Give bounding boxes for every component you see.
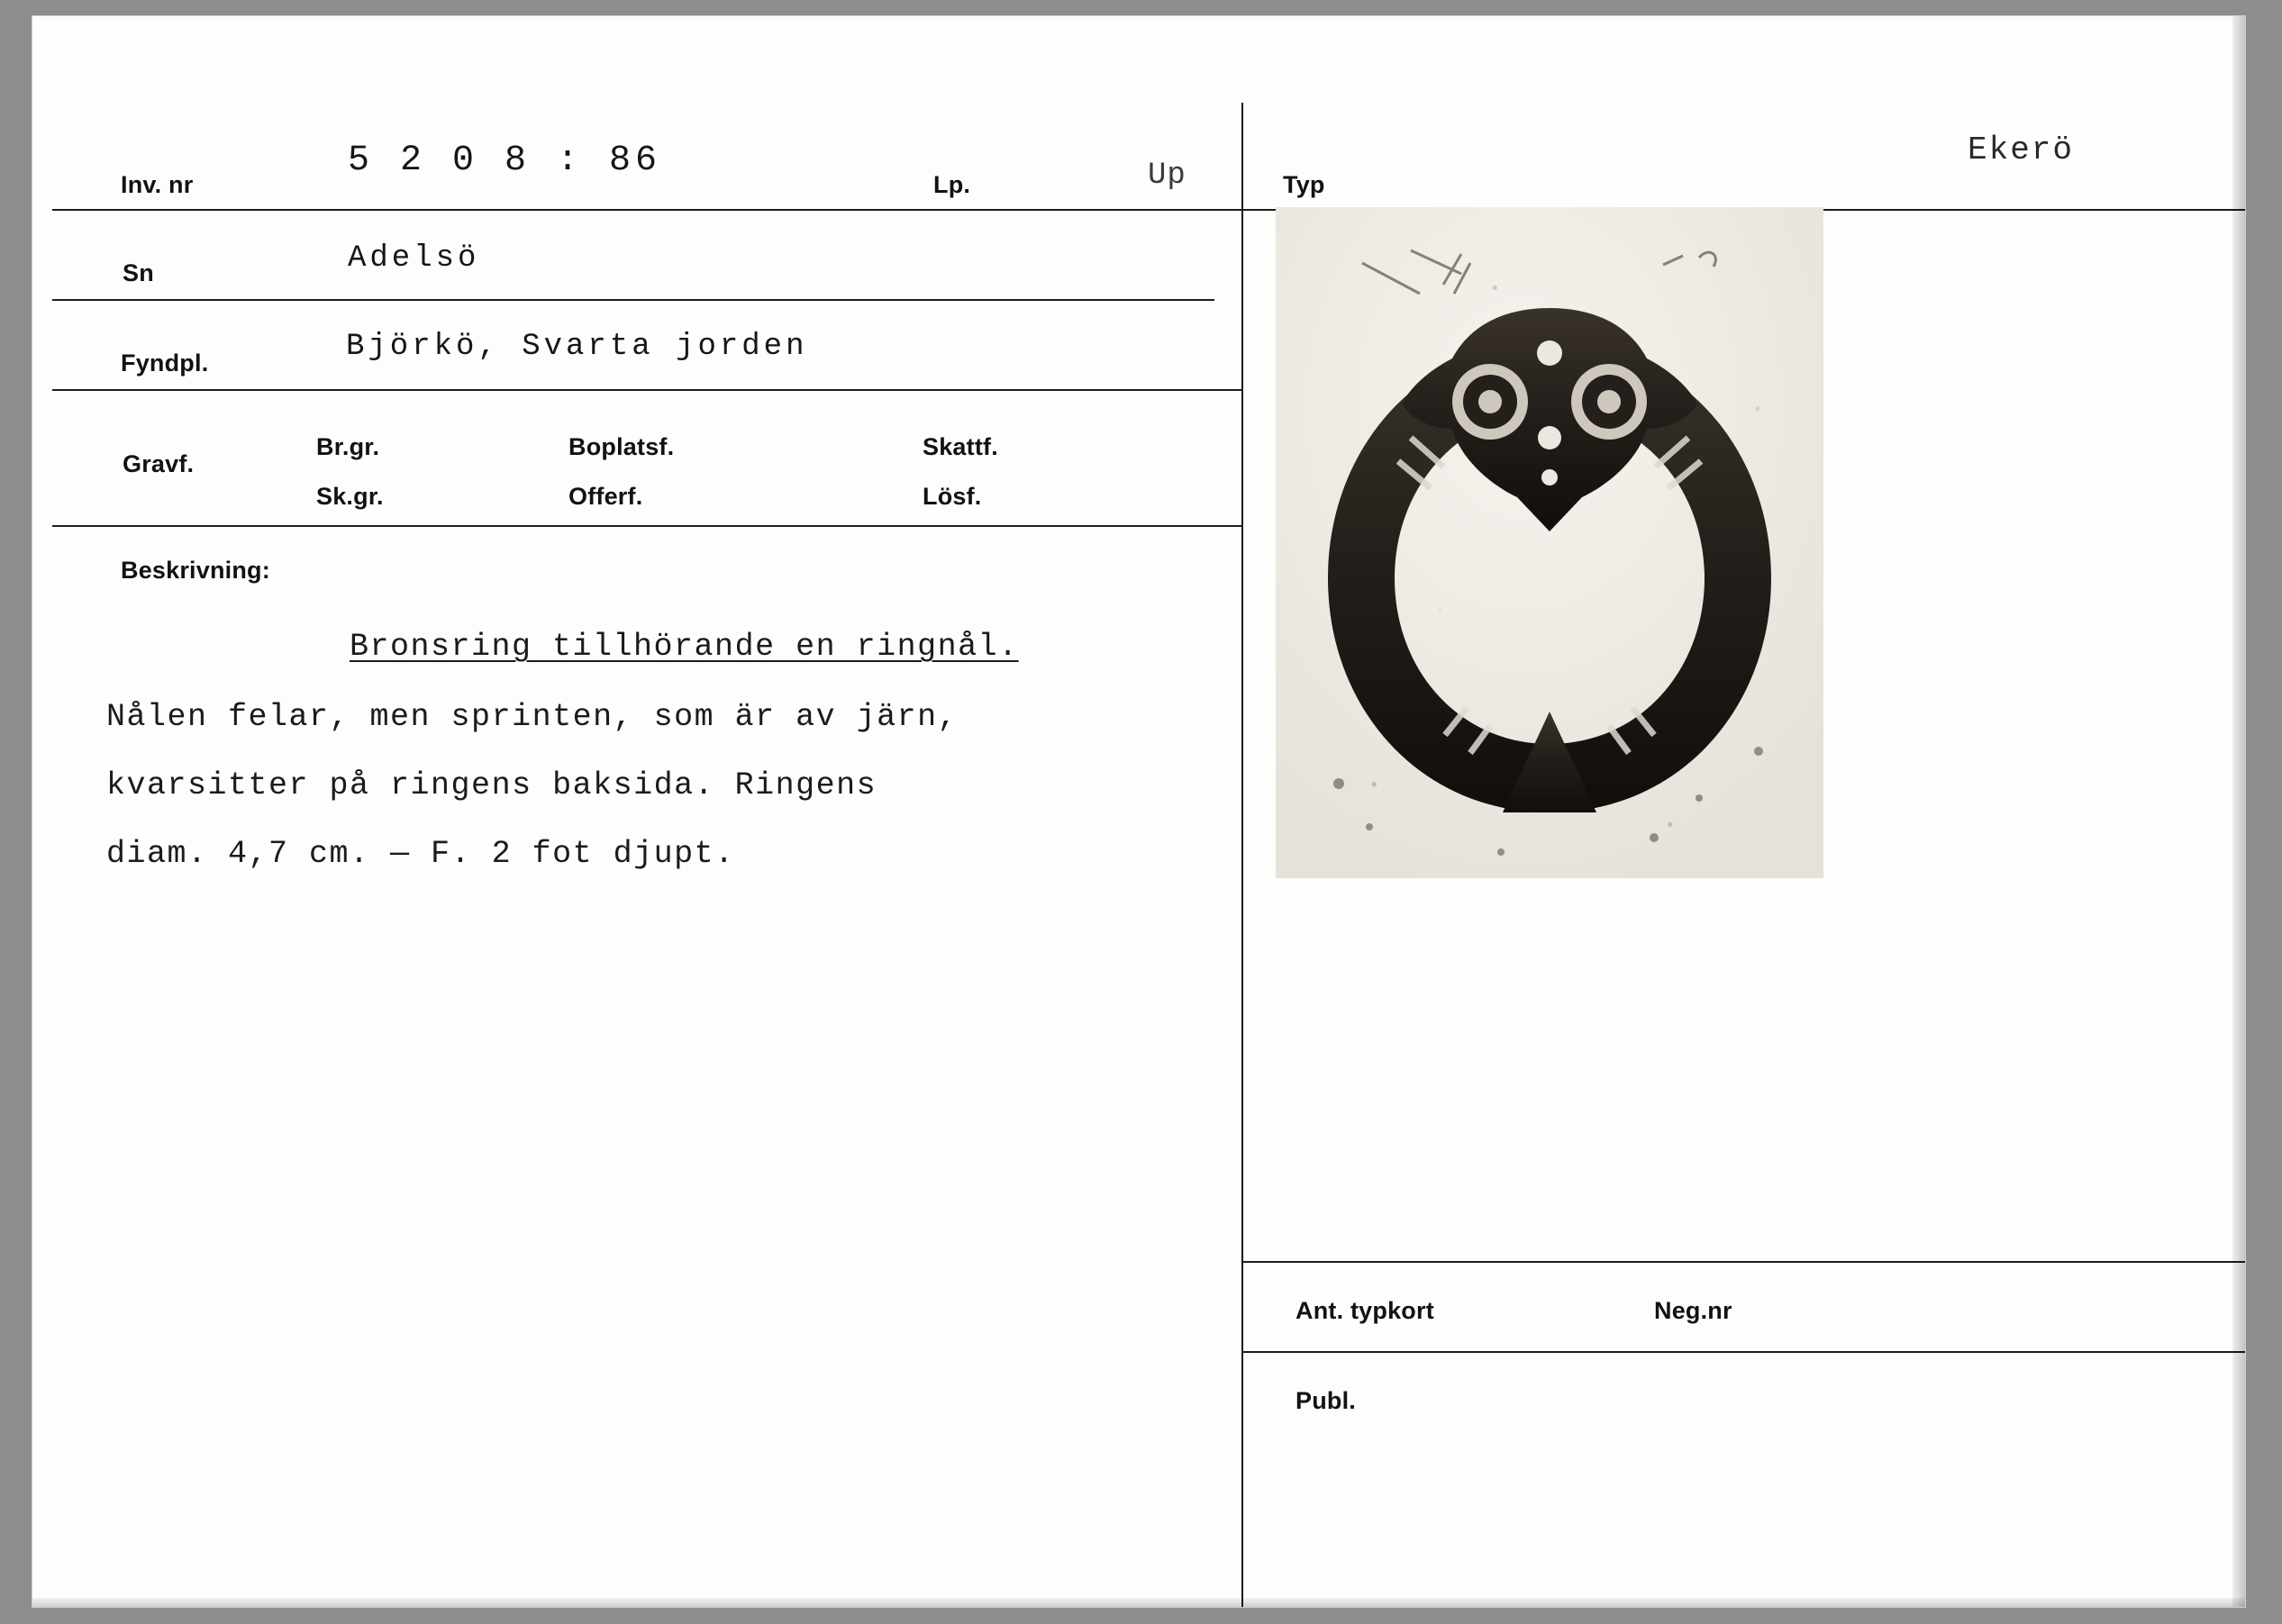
rule-under-gravf	[52, 525, 1241, 527]
label-ant-typkort: Ant. typkort	[1296, 1297, 1434, 1324]
label-fyndpl: Fyndpl.	[121, 349, 209, 377]
description-line-4: diam. 4,7 cm. — F. 2 fot djupt.	[106, 836, 735, 872]
rule-under-sn	[52, 299, 1214, 301]
description-line-1: Bronsring tillhörande en ringnål.	[350, 629, 1019, 665]
value-sn: Adelsö	[348, 241, 480, 276]
rule-under-typkort	[1241, 1351, 2245, 1353]
label-typ: Typ	[1283, 171, 1325, 198]
label-publ: Publ.	[1296, 1387, 1356, 1414]
description-line-2: Nålen felar, men sprinten, som är av järn,	[106, 699, 959, 735]
description-line-3: kvarsitter på ringens baksida. Ringens	[106, 767, 877, 803]
label-beskrivning: Beskrivning:	[121, 557, 270, 584]
catalogue-card	[32, 16, 2245, 1607]
gravf-option-offerf[interactable]: Offerf.	[568, 483, 643, 510]
gravf-option-brgr[interactable]: Br.gr.	[316, 433, 380, 460]
label-gravf: Gravf.	[123, 450, 195, 477]
label-inv-nr: Inv. nr	[121, 171, 194, 198]
rule-under-fyndpl	[52, 389, 1241, 391]
label-neg-nr: Neg.nr	[1654, 1297, 1732, 1324]
artifact-photo[interactable]	[1276, 207, 1823, 878]
label-sn: Sn	[123, 259, 154, 286]
gravf-option-skattf[interactable]: Skattf.	[923, 433, 998, 460]
gravf-option-skgr[interactable]: Sk.gr.	[316, 483, 384, 510]
header-region-name: Ekerö	[1968, 132, 2075, 168]
card-edge-shadow-bottom	[32, 1598, 2245, 1607]
rule-under-invnr	[52, 209, 1241, 211]
value-fyndpl: Björkö, Svarta jorden	[346, 330, 808, 364]
column-divider	[1241, 103, 1243, 1607]
value-inv-nr: 5 2 0 8 : 86	[348, 141, 662, 181]
card-edge-shadow-right	[2232, 16, 2245, 1607]
gravf-option-boplatsf[interactable]: Boplatsf.	[568, 433, 675, 460]
rule-above-typkort	[1241, 1261, 2245, 1263]
photo-grain-overlay	[1276, 207, 1823, 878]
value-lp: Up	[1148, 159, 1186, 193]
label-lp: Lp.	[933, 171, 971, 198]
gravf-option-losf[interactable]: Lösf.	[923, 483, 982, 510]
